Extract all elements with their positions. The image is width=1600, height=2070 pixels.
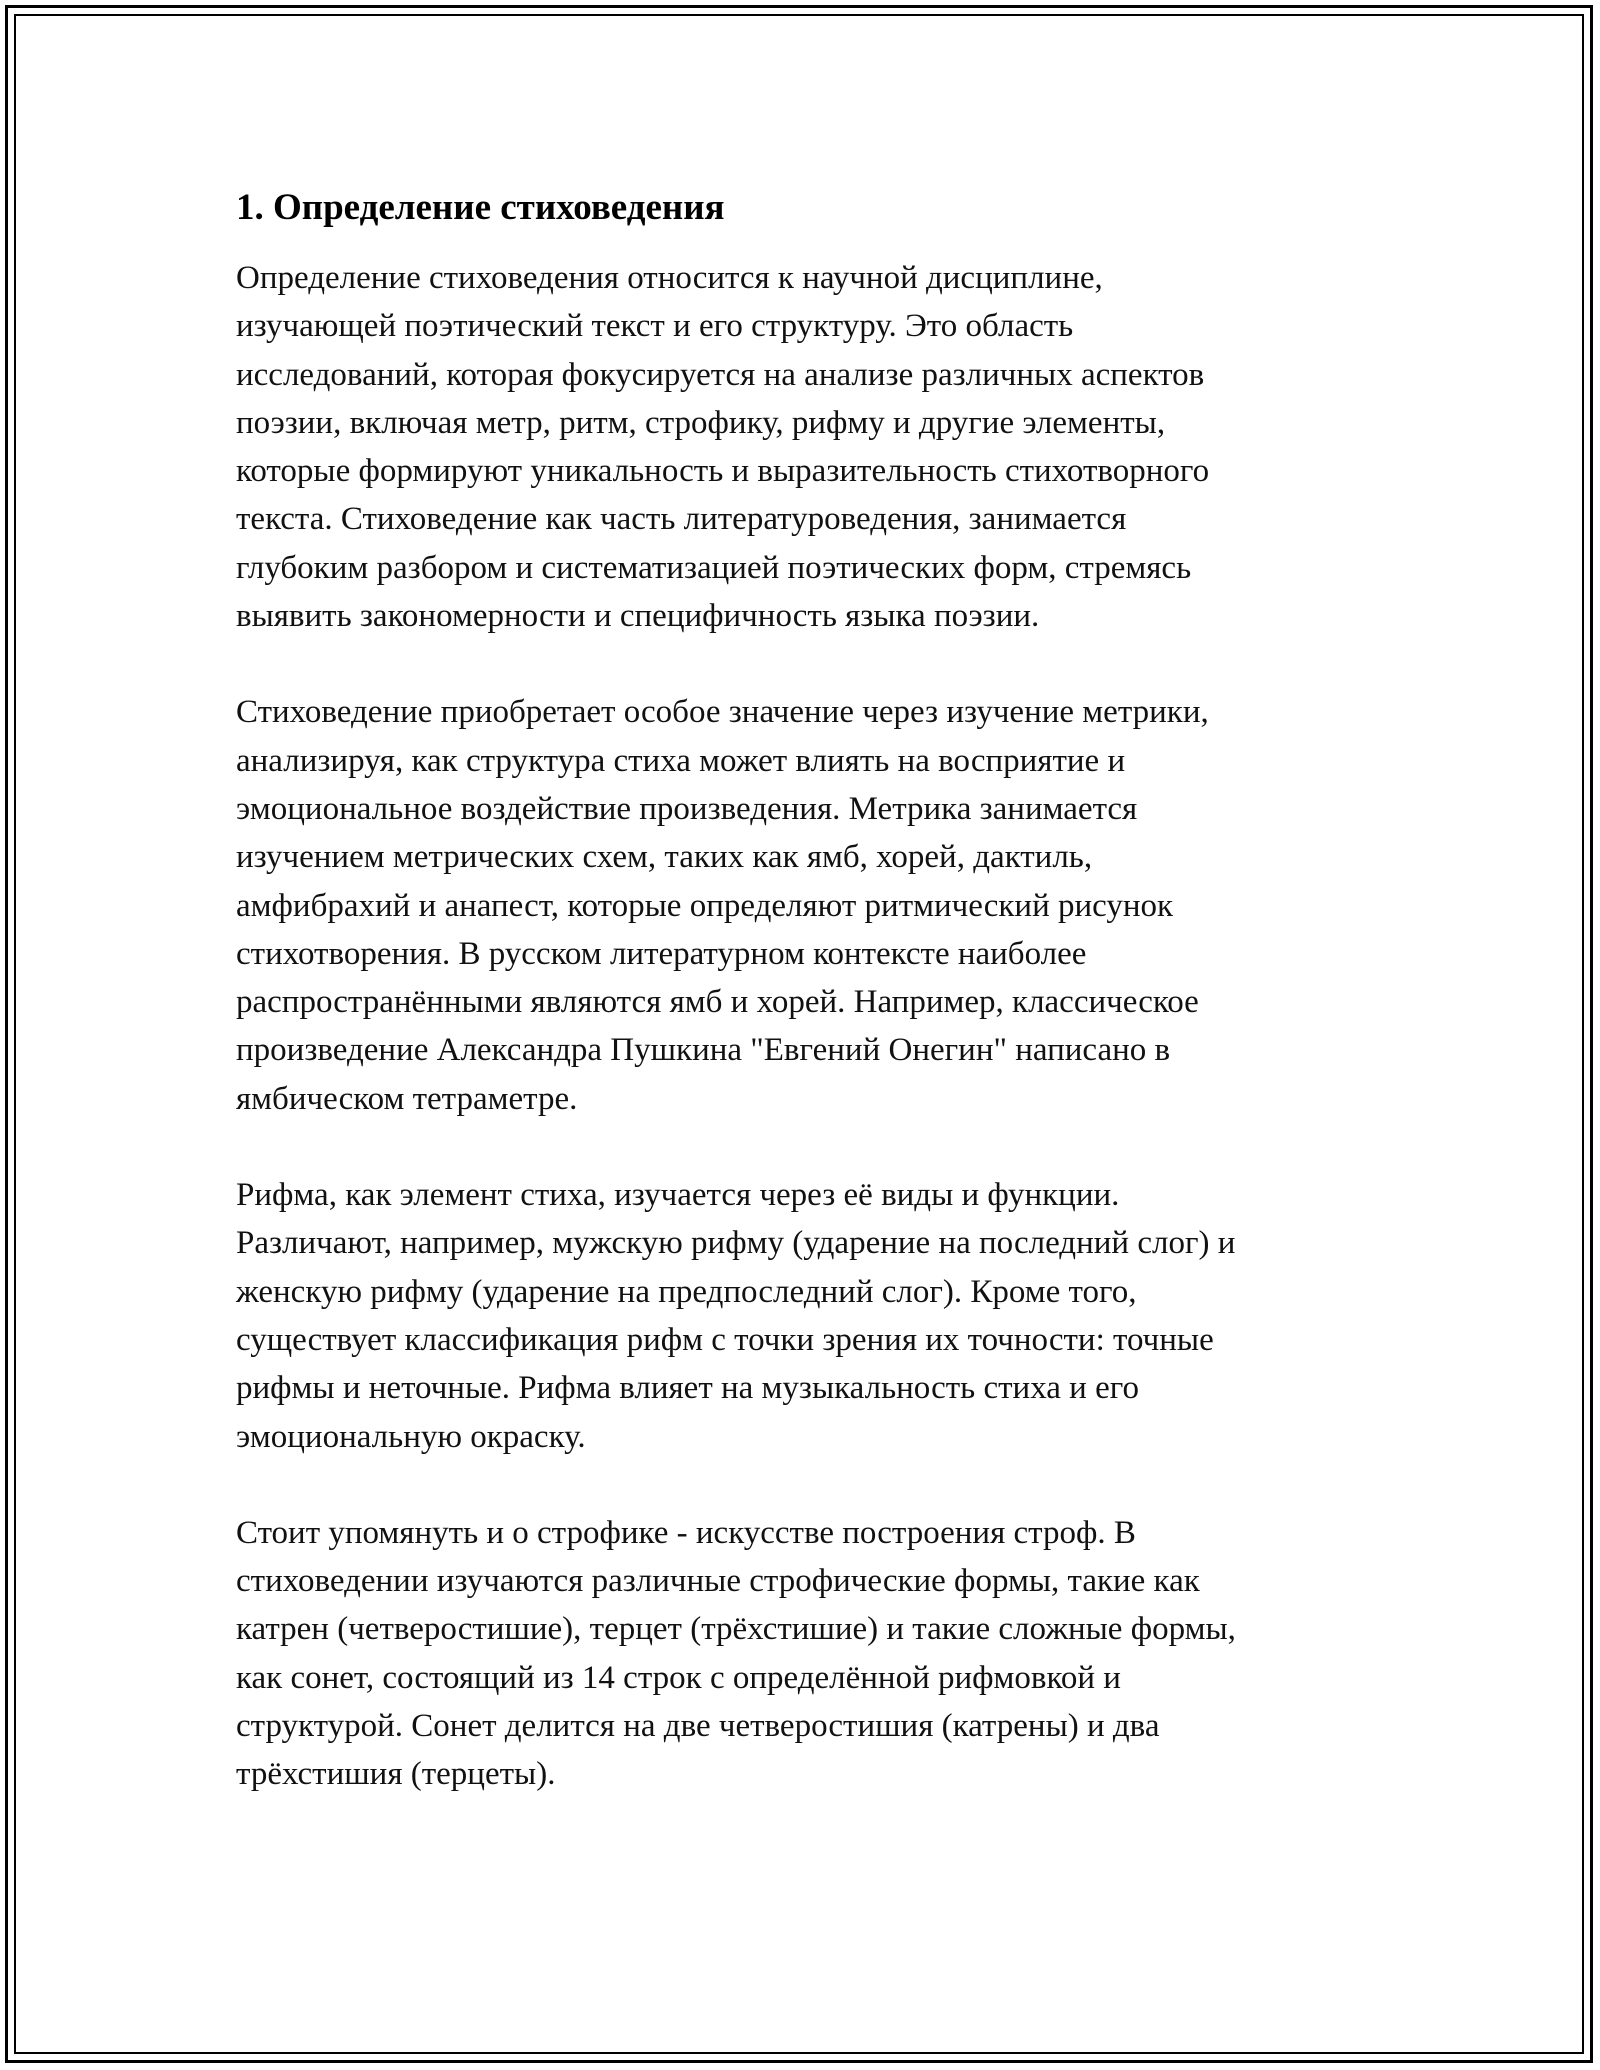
paragraph-metrics: Стиховедение приобретает особое значение через изучение метрики, анализируя, как структура стиха может влиять на восприятие и эмоциональное воздействие произведения. Метрика занимается изучением метрических схем, таких как ямб, хорей, дактиль, амфибрахий и анапест, которые определяют ритмический рисунок стихотворения. В русском литературном контексте наиболее распространёнными являются ямб и хорей. Например, классическое произведение Александра Пушкина "Евгений Онегин" написано в ямбическом тетраметре. — [236, 694, 1209, 1117]
paragraph-definition: Определение стиховедения относится к научной дисциплине, изучающей поэтический текст и его структуру. Это область исследований, которая фокусируется на анализе различных аспектов поэзии, включая метр, ритм, строфику, рифму и другие элементы, которые формируют уникальность и выразительность стихотворного текста. Стиховедение как часть литературоведения, занимается глубоким разбором и систематизацией поэтических форм, стремясь выявить закономерности и специфичность языка поэзии. — [236, 260, 1210, 635]
document-body — [236, 186, 1376, 1847]
section-heading: 1. Определение стиховедения — [236, 187, 725, 228]
paragraph-rhyme: Рифма, как элемент стиха, изучается через её виды и функции. Различают, например, мужскую рифму (ударение на последний слог) и женскую рифму (ударение на предпоследний слог). Кроме того, существует классификация рифм с точки зрения их точности: точные рифмы и неточные. Рифма влияет на музыкальность стиха и его эмоциональную окраску. — [236, 1177, 1236, 1455]
paragraph-stanza: Стоит упомянуть и о строфике - искусстве построения строф. В стиховедении изучаются различные строфические формы, такие как катрен (четверостишие), терцет (трёхстишие) и такие сложные формы, как сонет, состоящий из 14 строк с определённой рифмовкой и структурой. Сонет делится на две четверостишия (катрены) и два трёхстишия (терцеты). — [236, 1514, 1236, 1793]
